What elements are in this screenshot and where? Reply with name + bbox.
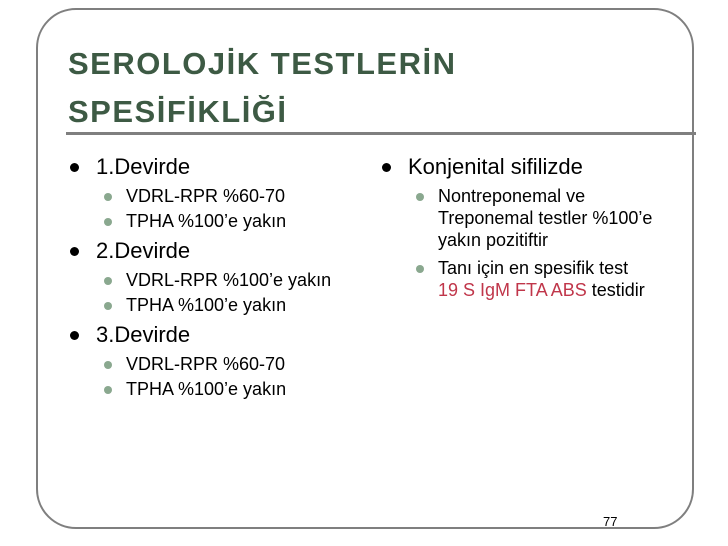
bullet-label: Konjenital sifilizde bbox=[408, 154, 583, 179]
highlight-test-name: 19 S IgM FTA ABS bbox=[438, 280, 587, 300]
bullet-icon bbox=[70, 247, 79, 256]
sub-bullet-icon bbox=[416, 193, 424, 201]
sub-bullet-item bbox=[98, 378, 348, 400]
sub-bullet-icon bbox=[104, 361, 112, 369]
sub-bullet-icon bbox=[104, 386, 112, 394]
sub-bullet-item bbox=[98, 294, 348, 316]
sub-bullet-icon bbox=[104, 218, 112, 226]
sub-bullet-label: TPHA %100’e yakın bbox=[126, 379, 287, 399]
sub-bullet-item bbox=[98, 185, 348, 207]
sub-bullet-item bbox=[98, 269, 336, 291]
bullet-icon bbox=[70, 331, 79, 340]
sub-bullet-suffix: testidir bbox=[586, 280, 645, 300]
sub-bullet-label: TPHA %100’e yakın bbox=[126, 295, 287, 315]
title-line-2: SPESİFİKLİĞİ bbox=[68, 94, 288, 129]
sub-bullet-prefix: Tanı için en spesifik test bbox=[438, 258, 629, 278]
bullet-icon bbox=[382, 163, 391, 172]
left-column bbox=[68, 152, 348, 400]
sub-bullet-text bbox=[438, 258, 645, 300]
title-divider bbox=[66, 132, 696, 135]
bullet-item-2-devirde bbox=[68, 236, 348, 266]
sub-bullet-label: VDRL-RPR %60-70 bbox=[126, 186, 286, 206]
sub-bullet-item bbox=[410, 257, 648, 301]
page-number: 77 bbox=[603, 514, 618, 529]
right-column bbox=[380, 152, 670, 301]
sub-bullet-label: VDRL-RPR %100’e yakın bbox=[126, 270, 332, 290]
sub-bullet-item bbox=[98, 353, 348, 375]
sub-bullet-icon bbox=[416, 265, 424, 273]
sub-bullet-icon bbox=[104, 193, 112, 201]
sub-bullet-label: Nontreponemal ve Treponemal testler %100’e yakın pozitiftir bbox=[438, 186, 653, 250]
bullet-item-1-devirde bbox=[68, 152, 348, 182]
title-line-1: SEROLOJİK TESTLERİN bbox=[68, 46, 457, 81]
slide-title bbox=[68, 40, 456, 136]
sub-bullet-label: VDRL-RPR %60-70 bbox=[126, 354, 286, 374]
sub-bullet-icon bbox=[104, 277, 112, 285]
bullet-label: 2.Devirde bbox=[96, 238, 191, 263]
sub-bullet-item bbox=[98, 210, 348, 232]
bullet-label: 3.Devirde bbox=[96, 322, 191, 347]
bullet-label: 1.Devirde bbox=[96, 154, 191, 179]
sub-bullet-icon bbox=[104, 302, 112, 310]
sub-bullet-item bbox=[410, 185, 658, 251]
bullet-item-konjenital bbox=[380, 152, 670, 182]
sub-bullet-label: TPHA %100’e yakın bbox=[126, 211, 287, 231]
bullet-icon bbox=[70, 163, 79, 172]
bullet-item-3-devirde bbox=[68, 320, 348, 350]
